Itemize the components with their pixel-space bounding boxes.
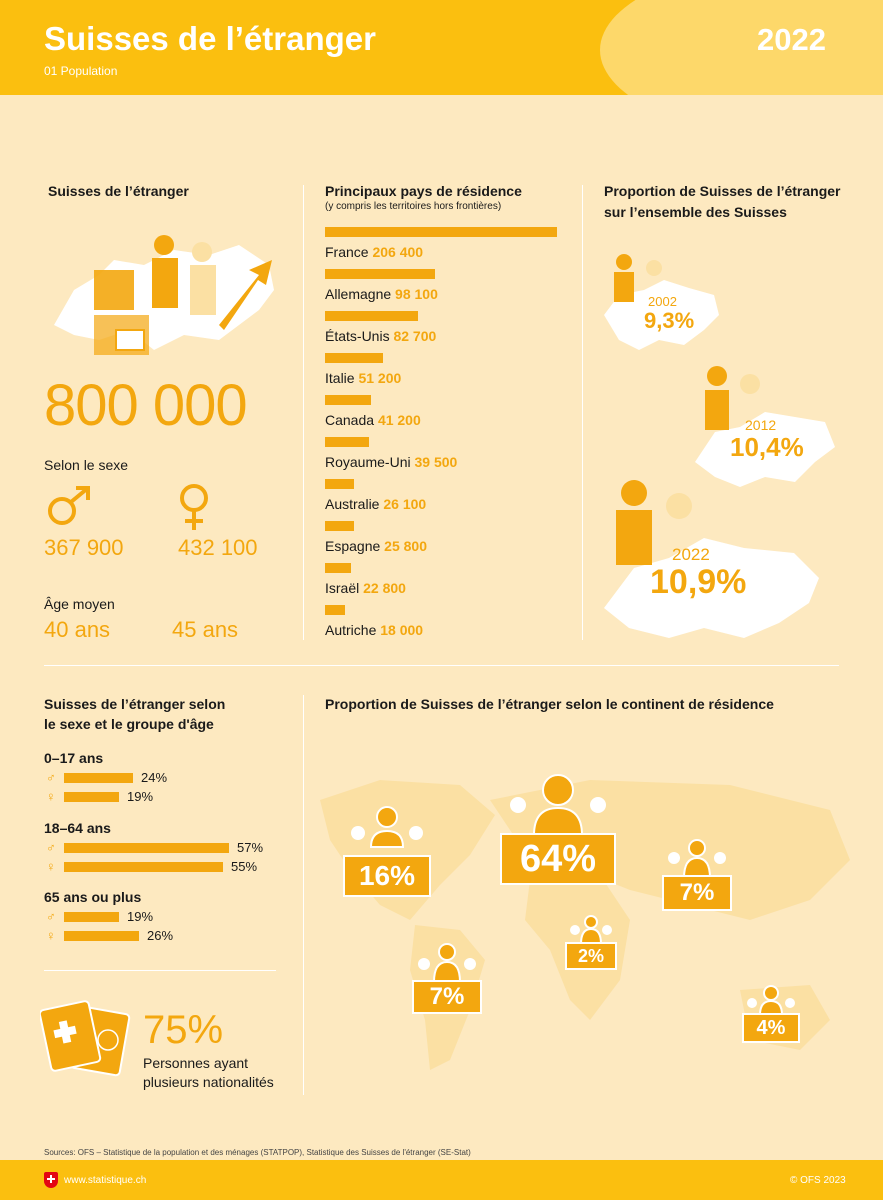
divider-h2 (44, 970, 276, 971)
male-count: 367 900 (44, 535, 124, 560)
country-bar (325, 521, 354, 531)
swiss-flag-icon (44, 1172, 58, 1188)
male-age-bar (64, 912, 119, 922)
continent-oceania-value: 4% (742, 1013, 800, 1043)
age-label: Âge moyen (44, 596, 115, 612)
country-label (325, 328, 436, 344)
country-value: 18 000 (380, 622, 424, 638)
nationality-label-2: plusieurs nationalités (143, 1074, 274, 1090)
country-name: Autriche (325, 622, 377, 638)
country-name: Royaume-Uni (325, 454, 411, 470)
page-subtitle: 01 Population (44, 64, 118, 78)
country-label (325, 244, 423, 260)
passport-icon (40, 1000, 135, 1080)
proportion-value-2012: 10,4% (730, 432, 804, 462)
country-value: 41 200 (377, 412, 421, 428)
female-age-percent: 19% (127, 789, 154, 804)
nationality-value: 75% (143, 1008, 224, 1052)
countries-title: Principaux pays de résidence (325, 183, 522, 199)
country-label (325, 496, 426, 512)
country-name: États-Unis (325, 328, 390, 344)
male-symbol-icon: ♂ (46, 840, 56, 855)
proportion-title-1: Proportion de Suisses de l’étranger (604, 183, 841, 199)
country-value: 25 800 (384, 538, 427, 554)
female-count: 432 100 (178, 535, 258, 560)
total-title: Suisses de l’étranger (48, 183, 189, 199)
header-swoosh (600, 0, 883, 95)
female-symbol-icon: ♀ (46, 859, 56, 874)
country-name: France (325, 244, 369, 260)
age-groups-title-2: le sexe et le groupe d'âge (44, 716, 214, 732)
by-sex-label: Selon le sexe (44, 457, 129, 473)
country-value: 51 200 (358, 370, 402, 386)
footer-copyright: © OFS 2023 (790, 1175, 846, 1186)
proportion-value-2022: 10,9% (650, 563, 747, 601)
country-value: 206 400 (372, 244, 424, 260)
continent-europe-value: 64% (500, 833, 616, 885)
male-age-percent: 24% (141, 770, 168, 785)
female-symbol-icon: ♀ (46, 789, 56, 804)
female-symbol-icon: ♀ (46, 928, 56, 943)
male-age-bar (64, 773, 133, 783)
proportion-year-2012: 2012 (745, 417, 777, 433)
page-title: Suisses de l’étranger (44, 20, 376, 57)
age-group-label: 0–17 ans (44, 750, 104, 766)
country-value: 98 100 (395, 286, 438, 302)
country-name: Canada (325, 412, 375, 428)
age-group-label: 65 ans ou plus (44, 889, 142, 905)
male-symbol-icon (44, 484, 94, 529)
divider-h (44, 665, 839, 666)
country-bar (325, 353, 383, 363)
divider-v2 (582, 185, 583, 640)
divider-v3 (303, 695, 304, 1095)
country-name: Allemagne (325, 286, 392, 302)
proportion-year-2002: 2002 (648, 294, 677, 309)
age-groups-title-1: Suisses de l’étranger selon (44, 696, 226, 712)
country-name: Australie (325, 496, 380, 512)
continent-south-america-value: 7% (412, 980, 482, 1014)
country-label (325, 454, 457, 470)
country-bar (325, 437, 369, 447)
female-age-percent: 55% (231, 859, 258, 874)
country-label (325, 538, 427, 554)
country-value: 39 500 (414, 454, 458, 470)
europe-people-icon (500, 770, 616, 840)
country-label (325, 580, 406, 596)
country-bar (325, 479, 354, 489)
countries-subtitle: (y compris les territoires hors frontières) (325, 201, 502, 212)
country-bar (325, 227, 557, 237)
male-symbol-icon: ♂ (46, 770, 56, 785)
female-age-bar (64, 931, 139, 941)
country-value: 22 800 (363, 580, 406, 596)
proportion-value-2002: 9,3% (644, 308, 695, 333)
female-age: 45 ans (172, 617, 239, 642)
country-bar (325, 311, 418, 321)
country-value: 82 700 (393, 328, 437, 344)
male-age-percent: 19% (127, 909, 154, 924)
sources-text: Sources: OFS – Statistique de la population et des ménages (STATPOP), Statistique des Suisses de l'étranger (SE-Stat) (44, 1148, 471, 1157)
continent-north-america-value: 16% (343, 855, 431, 897)
nationality-label-1: Personnes ayant (143, 1055, 249, 1071)
female-age-percent: 26% (147, 928, 174, 943)
country-name: Espagne (325, 538, 381, 554)
male-age: 40 ans (44, 617, 111, 642)
total-value: 800 000 (44, 373, 247, 438)
continents-title: Proportion de Suisses de l’étranger selon le continent de résidence (325, 696, 774, 712)
female-symbol-icon (174, 482, 214, 532)
proportion-year-2022: 2022 (672, 545, 710, 564)
country-name: Italie (325, 370, 355, 386)
female-age-bar (64, 792, 119, 802)
female-age-bar (64, 862, 223, 872)
page-year: 2022 (757, 22, 826, 57)
continent-asia-value: 7% (662, 875, 732, 911)
country-bar (325, 605, 345, 615)
male-age-percent: 57% (237, 840, 264, 855)
footer-url-link[interactable]: www.statistique.ch (64, 1175, 147, 1186)
country-name: Israël (325, 580, 360, 596)
swiss-map-2022-icon (604, 478, 839, 638)
male-symbol-icon: ♂ (46, 909, 56, 924)
continent-africa-value: 2% (565, 942, 617, 970)
country-label (325, 370, 401, 386)
country-label (325, 286, 438, 302)
country-value: 26 100 (383, 496, 427, 512)
country-bar (325, 395, 371, 405)
country-bar (325, 563, 351, 573)
country-label (325, 622, 423, 638)
male-age-bar (64, 843, 229, 853)
age-group-label: 18–64 ans (44, 820, 111, 836)
country-label (325, 412, 421, 428)
proportion-title-2: sur l’ensemble des Suisses (604, 204, 787, 220)
divider-v1 (303, 185, 304, 640)
country-bar (325, 269, 435, 279)
switzerland-people-illustration (44, 230, 284, 360)
